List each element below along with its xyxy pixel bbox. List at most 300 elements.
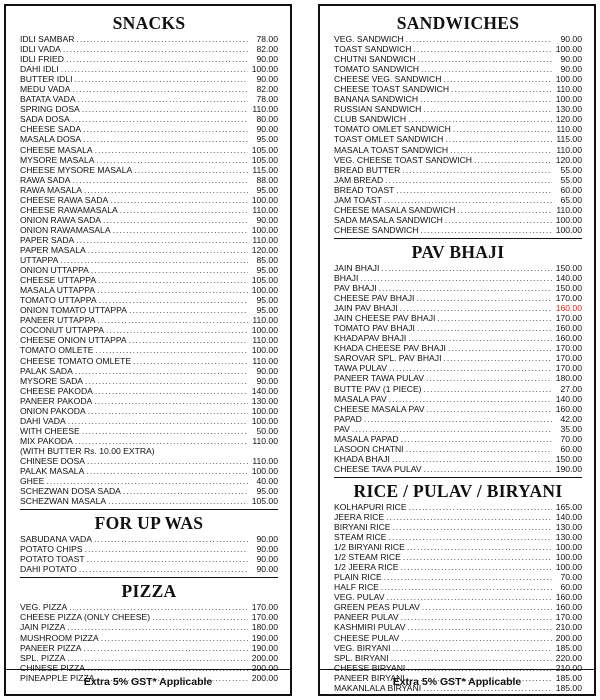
item-price: 100.00 xyxy=(251,285,278,296)
item-name: TOAST SANDWICH xyxy=(334,44,412,55)
dot-leader xyxy=(72,114,248,124)
item-price: 60.00 xyxy=(560,582,582,593)
menu-item xyxy=(334,612,582,622)
item-name: HALF RICE xyxy=(334,582,379,593)
dot-leader xyxy=(83,643,248,653)
menu-item xyxy=(334,532,582,542)
menu-item xyxy=(20,663,278,673)
menu-item xyxy=(334,293,582,303)
item-price: 88.00 xyxy=(256,174,278,185)
item-name: RUSSIAN SANDWICH xyxy=(334,104,422,115)
item-name: MASALA PAPAD xyxy=(334,433,399,444)
menu-item xyxy=(20,436,278,446)
item-price: 110.00 xyxy=(252,104,278,115)
menu-section-for-up-was xyxy=(20,509,278,574)
menu-item xyxy=(334,195,582,205)
item-price: 150.00 xyxy=(555,283,582,294)
menu-item xyxy=(334,582,582,592)
item-price: 100.00 xyxy=(251,466,278,477)
menu-item xyxy=(20,602,278,612)
dot-leader xyxy=(94,396,248,406)
menu-item xyxy=(334,464,582,474)
item-name: TOMATO OMLET SANDWICH xyxy=(334,124,451,135)
dot-leader xyxy=(101,633,248,643)
menu-item xyxy=(20,406,278,416)
item-name: BREAD TOAST xyxy=(334,184,395,195)
menu-item xyxy=(20,396,278,406)
item-name: TOAST OMLET SANDWICH xyxy=(334,134,444,145)
item-name: VEG. BIRYANI xyxy=(334,642,391,653)
item-name: IDLI FRIED xyxy=(20,54,64,65)
item-price: 120.00 xyxy=(555,154,582,165)
gst-note-right: Extra 5% GST* Applicable xyxy=(392,676,522,688)
item-name: PALAK SADA xyxy=(20,365,73,376)
menu-item xyxy=(334,434,582,444)
item-name: PAPER SADA xyxy=(20,234,75,245)
menu-panel-left-content xyxy=(20,12,278,683)
item-price: 70.00 xyxy=(560,572,582,583)
item-price: 110.00 xyxy=(556,204,582,215)
item-price: 120.00 xyxy=(555,114,582,125)
menu-item xyxy=(20,225,278,235)
menu-item xyxy=(20,265,278,275)
item-price: 100.00 xyxy=(251,64,278,75)
menu-section-pav-bhaji xyxy=(334,238,582,474)
item-price: 82.00 xyxy=(256,44,278,55)
menu-item xyxy=(20,215,278,225)
dot-leader xyxy=(66,54,248,64)
item-name: CHEESE BIRYANI xyxy=(334,662,406,673)
item-name: KHADA BHAJI xyxy=(334,453,390,464)
menu-item-list xyxy=(20,602,278,682)
item-price: 35.00 xyxy=(560,423,582,434)
item-price: 150.00 xyxy=(555,262,582,273)
menu-item xyxy=(334,64,582,74)
section-title: RICE / PULAV / BIRYANI xyxy=(353,480,563,501)
dot-leader xyxy=(443,74,552,84)
menu-item xyxy=(20,54,278,64)
item-price: 90.00 xyxy=(256,564,278,575)
item-name: ONION RAWAMASALA xyxy=(20,224,111,235)
item-price: 170.00 xyxy=(555,612,582,623)
dot-leader xyxy=(68,416,248,426)
dot-leader xyxy=(443,353,552,363)
dot-leader xyxy=(97,285,248,295)
item-price: 170.00 xyxy=(251,602,278,613)
item-price: 160.00 xyxy=(555,333,582,344)
dot-leader xyxy=(474,155,552,165)
menu-item xyxy=(334,522,582,532)
dot-leader xyxy=(63,44,248,54)
dot-leader xyxy=(85,376,248,386)
item-price: 170.00 xyxy=(251,612,278,623)
item-price: 100.00 xyxy=(555,552,582,563)
item-price: 100.00 xyxy=(555,224,582,235)
dot-leader xyxy=(418,54,552,64)
dot-leader xyxy=(386,592,552,602)
item-name: CHEESE RAWA SADA xyxy=(20,194,109,205)
dot-leader xyxy=(423,104,552,114)
menu-item xyxy=(20,456,278,466)
dot-leader xyxy=(421,64,552,74)
menu-item xyxy=(20,285,278,295)
menu-item xyxy=(20,496,278,506)
dot-leader xyxy=(409,502,552,512)
item-name: IDLI SAMBAR xyxy=(20,34,75,44)
item-price: 110.00 xyxy=(556,144,582,155)
menu-item xyxy=(20,305,278,315)
item-price: 50.00 xyxy=(256,425,278,436)
dot-leader xyxy=(75,74,248,84)
menu-item xyxy=(20,466,278,476)
item-name: CHEESE MYSORE MASALA xyxy=(20,164,133,175)
menu-section-snacks xyxy=(20,12,278,506)
item-price: 100.00 xyxy=(251,325,278,336)
item-price: 90.00 xyxy=(256,544,278,555)
menu-item xyxy=(334,353,582,363)
item-price: 180.00 xyxy=(251,622,278,633)
menu-item xyxy=(20,145,278,155)
menu-item xyxy=(334,104,582,114)
menu-item-list xyxy=(334,34,582,235)
item-name: GREEN PEAS PULAV xyxy=(334,602,420,613)
item-price: 82.00 xyxy=(256,84,278,95)
item-price: 110.00 xyxy=(252,204,278,215)
menu-item xyxy=(20,34,278,44)
item-name: CHEESE TOMATO OMLETE xyxy=(20,355,132,366)
item-price: 90.00 xyxy=(256,74,278,85)
item-price: 200.00 xyxy=(251,652,278,663)
menu-item xyxy=(20,335,278,345)
dot-leader xyxy=(379,283,552,293)
item-name: CHEESE PULAV xyxy=(334,632,400,643)
item-name: TOMATO UTTAPPA xyxy=(20,295,97,306)
dot-leader xyxy=(67,653,248,663)
menu-item xyxy=(334,562,582,572)
item-name: KHADAPAV BHAJI xyxy=(334,333,407,344)
item-price: 110.00 xyxy=(556,124,582,135)
item-name: POTATO TOAST xyxy=(20,554,85,565)
dot-leader xyxy=(448,343,552,353)
item-price: 110.00 xyxy=(252,315,278,326)
menu-item xyxy=(20,114,278,124)
item-name: IDLI VADA xyxy=(20,44,61,55)
menu-item xyxy=(334,124,582,134)
menu-item xyxy=(20,155,278,165)
item-name: BIRYANI RICE xyxy=(334,522,391,533)
menu-item xyxy=(334,633,582,643)
dot-leader xyxy=(381,582,552,592)
dot-leader xyxy=(72,84,248,94)
item-price: 165.00 xyxy=(555,501,582,512)
dot-leader xyxy=(453,124,552,134)
dot-leader xyxy=(414,44,552,54)
item-price: 90.00 xyxy=(256,54,278,65)
item-price: 100.00 xyxy=(251,224,278,235)
item-name: CHUTNI SANDWICH xyxy=(334,54,416,65)
item-price: 110.00 xyxy=(252,355,278,366)
item-name: DAHI IDLI xyxy=(20,64,59,75)
menu-item xyxy=(334,175,582,185)
menu-item xyxy=(20,653,278,663)
item-price: 65.00 xyxy=(560,194,582,205)
item-price: 120.00 xyxy=(251,244,278,255)
item-name: PANEER TAWA PULAV xyxy=(334,373,424,384)
menu-item xyxy=(20,386,278,396)
item-name: TOMATO PAV BHAJI xyxy=(334,323,415,334)
menu-item xyxy=(334,74,582,84)
item-name: BUTTER IDLI xyxy=(20,74,73,85)
menu-item xyxy=(334,404,582,414)
menu-item xyxy=(334,114,582,124)
item-name: CHEESE MASALA SANDWICH xyxy=(334,204,456,215)
item-name: CHEESE PIZZA (ONLY CHEESE) xyxy=(20,612,151,623)
menu-item xyxy=(20,124,278,134)
item-name: COCONUT UTTAPPA xyxy=(20,325,105,336)
dot-leader xyxy=(82,426,248,436)
item-price: 130.00 xyxy=(251,395,278,406)
dot-leader xyxy=(87,456,248,466)
menu-item xyxy=(334,155,582,165)
dot-leader xyxy=(83,134,248,144)
menu-item xyxy=(334,165,582,175)
item-name: RAWA MASALA xyxy=(20,184,82,195)
item-price: 220.00 xyxy=(555,652,582,663)
item-price: 115.00 xyxy=(252,164,278,175)
item-price: 90.00 xyxy=(256,124,278,135)
item-price: 110.00 xyxy=(556,84,582,95)
menu-item xyxy=(334,205,582,215)
item-name: WITH CHEESE xyxy=(20,425,80,436)
item-name: CHINESE PIZZA xyxy=(20,662,85,673)
menu-item xyxy=(20,643,278,653)
dot-leader xyxy=(67,622,248,632)
menu-item xyxy=(334,333,582,343)
menu-item xyxy=(20,622,278,632)
menu-item xyxy=(334,592,582,602)
item-name: MUSHROOM PIZZA xyxy=(20,632,99,643)
item-name: MASALA UTTAPPA xyxy=(20,285,96,296)
item-name: ONION PAKODA xyxy=(20,405,86,416)
menu-section-rice-pulav-biryani xyxy=(334,477,582,693)
item-price: 80.00 xyxy=(256,114,278,125)
menu-item xyxy=(334,424,582,434)
menu-item xyxy=(334,622,582,632)
menu-item xyxy=(334,323,582,333)
item-name: SPL. BIRYANI xyxy=(334,652,389,663)
item-name: PANEER UTTAPPA xyxy=(20,315,96,326)
item-name: CHEESE TOAST SANDWICH xyxy=(334,84,450,95)
item-name: MYSORE MASALA xyxy=(20,154,95,165)
menu-item xyxy=(20,486,278,496)
item-price: 190.00 xyxy=(555,463,582,474)
dot-leader xyxy=(120,205,248,215)
dot-leader xyxy=(407,663,552,673)
menu-item xyxy=(334,273,582,283)
dot-leader xyxy=(85,544,248,554)
menu-item xyxy=(20,195,278,205)
item-name: LASOON CHATNI xyxy=(334,443,404,454)
item-name: CHEESE PAKODA xyxy=(20,385,93,396)
item-price: 190.00 xyxy=(251,642,278,653)
dot-leader xyxy=(360,273,552,283)
item-price: 70.00 xyxy=(560,433,582,444)
section-title: FOR UP WAS xyxy=(94,513,204,534)
menu-panel-left xyxy=(4,4,292,696)
item-price: 110.00 xyxy=(252,234,278,245)
menu-item-list xyxy=(20,534,278,574)
dot-leader xyxy=(389,532,552,542)
menu-item xyxy=(334,384,582,394)
item-name: CHEESE MASALA xyxy=(20,144,93,155)
item-name: PAV BHAJI xyxy=(334,283,377,294)
item-name: KHADA CHEESE PAV BHAJI xyxy=(334,343,446,354)
item-price: 90.00 xyxy=(256,534,278,545)
item-price: 160.00 xyxy=(555,602,582,613)
dot-leader xyxy=(421,225,552,235)
dot-leader xyxy=(403,552,552,562)
menu-item xyxy=(20,633,278,643)
menu-section-pizza xyxy=(20,577,278,682)
item-name: CHEESE SANDWICH xyxy=(334,224,419,235)
dot-leader xyxy=(91,265,248,275)
item-name: SCHEZWAN MASALA xyxy=(20,496,107,507)
item-name: PLAIN RICE xyxy=(334,572,382,583)
item-price: 100.00 xyxy=(251,415,278,426)
footer-divider xyxy=(6,669,290,670)
menu-item xyxy=(20,446,278,456)
dot-leader xyxy=(87,663,248,673)
item-price: 160.00 xyxy=(555,323,582,334)
dot-leader xyxy=(402,165,552,175)
menu-item xyxy=(334,414,582,424)
item-name: RAWA SADA xyxy=(20,174,71,185)
item-price: 55.00 xyxy=(560,174,582,185)
item-price: 78.00 xyxy=(256,94,278,105)
item-price: 200.00 xyxy=(555,632,582,643)
menu-item xyxy=(334,653,582,663)
item-price: 100.00 xyxy=(251,405,278,416)
menu-section-sandwiches xyxy=(334,12,582,235)
item-price: 90.00 xyxy=(560,34,582,44)
item-price: 100.00 xyxy=(555,44,582,55)
item-name: MASALA DOSA xyxy=(20,134,82,145)
item-price: 100.00 xyxy=(555,214,582,225)
item-price: 90.00 xyxy=(256,375,278,386)
menu-item xyxy=(334,552,582,562)
item-name: PANEER PULAV xyxy=(334,612,399,623)
menu-item-list xyxy=(334,263,582,474)
menu-item xyxy=(20,376,278,386)
dot-leader xyxy=(426,404,552,414)
menu-item xyxy=(334,373,582,383)
dot-leader xyxy=(83,124,248,134)
menu-item xyxy=(20,44,278,54)
dot-leader xyxy=(123,486,248,496)
item-price: 185.00 xyxy=(555,672,582,683)
menu-item xyxy=(20,165,278,175)
item-name: KOLHAPURI RICE xyxy=(334,501,407,512)
menu-item xyxy=(334,343,582,353)
item-price: 190.00 xyxy=(251,632,278,643)
menu-item xyxy=(20,612,278,622)
menu-item xyxy=(334,542,582,552)
menu-item xyxy=(334,394,582,404)
item-price: 185.00 xyxy=(555,682,582,693)
item-name: SADA DOSA xyxy=(20,114,70,125)
item-price: 140.00 xyxy=(555,393,582,404)
dot-leader xyxy=(381,263,552,273)
menu-item xyxy=(20,255,278,265)
menu-item xyxy=(20,564,278,574)
item-name: ONION TOMATO UTTAPPA xyxy=(20,305,127,316)
menu-item xyxy=(334,283,582,293)
dot-leader xyxy=(422,602,552,612)
menu-item xyxy=(20,245,278,255)
item-name: 1/2 STEAM RICE xyxy=(334,552,401,563)
menu-item xyxy=(20,104,278,114)
item-name: SAROVAR SPL. PAV BHAJI xyxy=(334,353,442,364)
dot-leader xyxy=(60,255,248,265)
dot-leader xyxy=(407,622,552,632)
item-price: 40.00 xyxy=(256,476,278,487)
item-price: 110.00 xyxy=(252,335,278,346)
item-price: 210.00 xyxy=(555,622,582,633)
dot-leader xyxy=(384,195,552,205)
dot-leader xyxy=(352,424,552,434)
dot-leader xyxy=(134,165,248,175)
item-price: 100.00 xyxy=(251,194,278,205)
item-name: CHINESE DOSA xyxy=(20,455,85,466)
dot-leader xyxy=(152,612,248,622)
item-name: PANEER BIRYANI xyxy=(334,672,405,683)
menu-item xyxy=(20,275,278,285)
item-name: VEG. PULAV xyxy=(334,592,385,603)
item-name: PALAK MASALA xyxy=(20,466,85,477)
dot-leader xyxy=(417,323,552,333)
menu-item xyxy=(20,134,278,144)
dot-leader xyxy=(445,134,552,144)
dot-leader xyxy=(94,534,248,544)
menu-item xyxy=(20,366,278,376)
dot-leader xyxy=(451,84,552,94)
dot-leader xyxy=(84,185,248,195)
menu-item xyxy=(334,215,582,225)
dot-leader xyxy=(133,356,248,366)
item-price: 105.00 xyxy=(251,496,278,507)
item-name: BUTTE PAV (1 PIECE) xyxy=(334,383,422,394)
item-price: 130.00 xyxy=(555,104,582,115)
item-name: VEG. PIZZA xyxy=(20,602,68,613)
item-price: 90.00 xyxy=(560,64,582,75)
menu-item xyxy=(20,544,278,554)
item-name: STEAM RICE xyxy=(334,532,387,543)
item-name: UTTAPPA xyxy=(20,255,59,266)
dot-leader xyxy=(406,34,552,44)
item-price: 105.00 xyxy=(251,144,278,155)
item-name: 1/2 BIRYANI RICE xyxy=(334,542,405,553)
item-price: 200.00 xyxy=(251,662,278,673)
dot-leader xyxy=(61,64,248,74)
item-price: 95.00 xyxy=(256,305,278,316)
item-name: KASHMIRI PULAV xyxy=(334,622,406,633)
item-price: 60.00 xyxy=(560,184,582,195)
menu-item xyxy=(20,84,278,94)
menu-item xyxy=(334,145,582,155)
dot-leader xyxy=(110,195,248,205)
item-name: TOMATO OMLETE xyxy=(20,345,94,356)
item-price: 90.00 xyxy=(256,554,278,565)
